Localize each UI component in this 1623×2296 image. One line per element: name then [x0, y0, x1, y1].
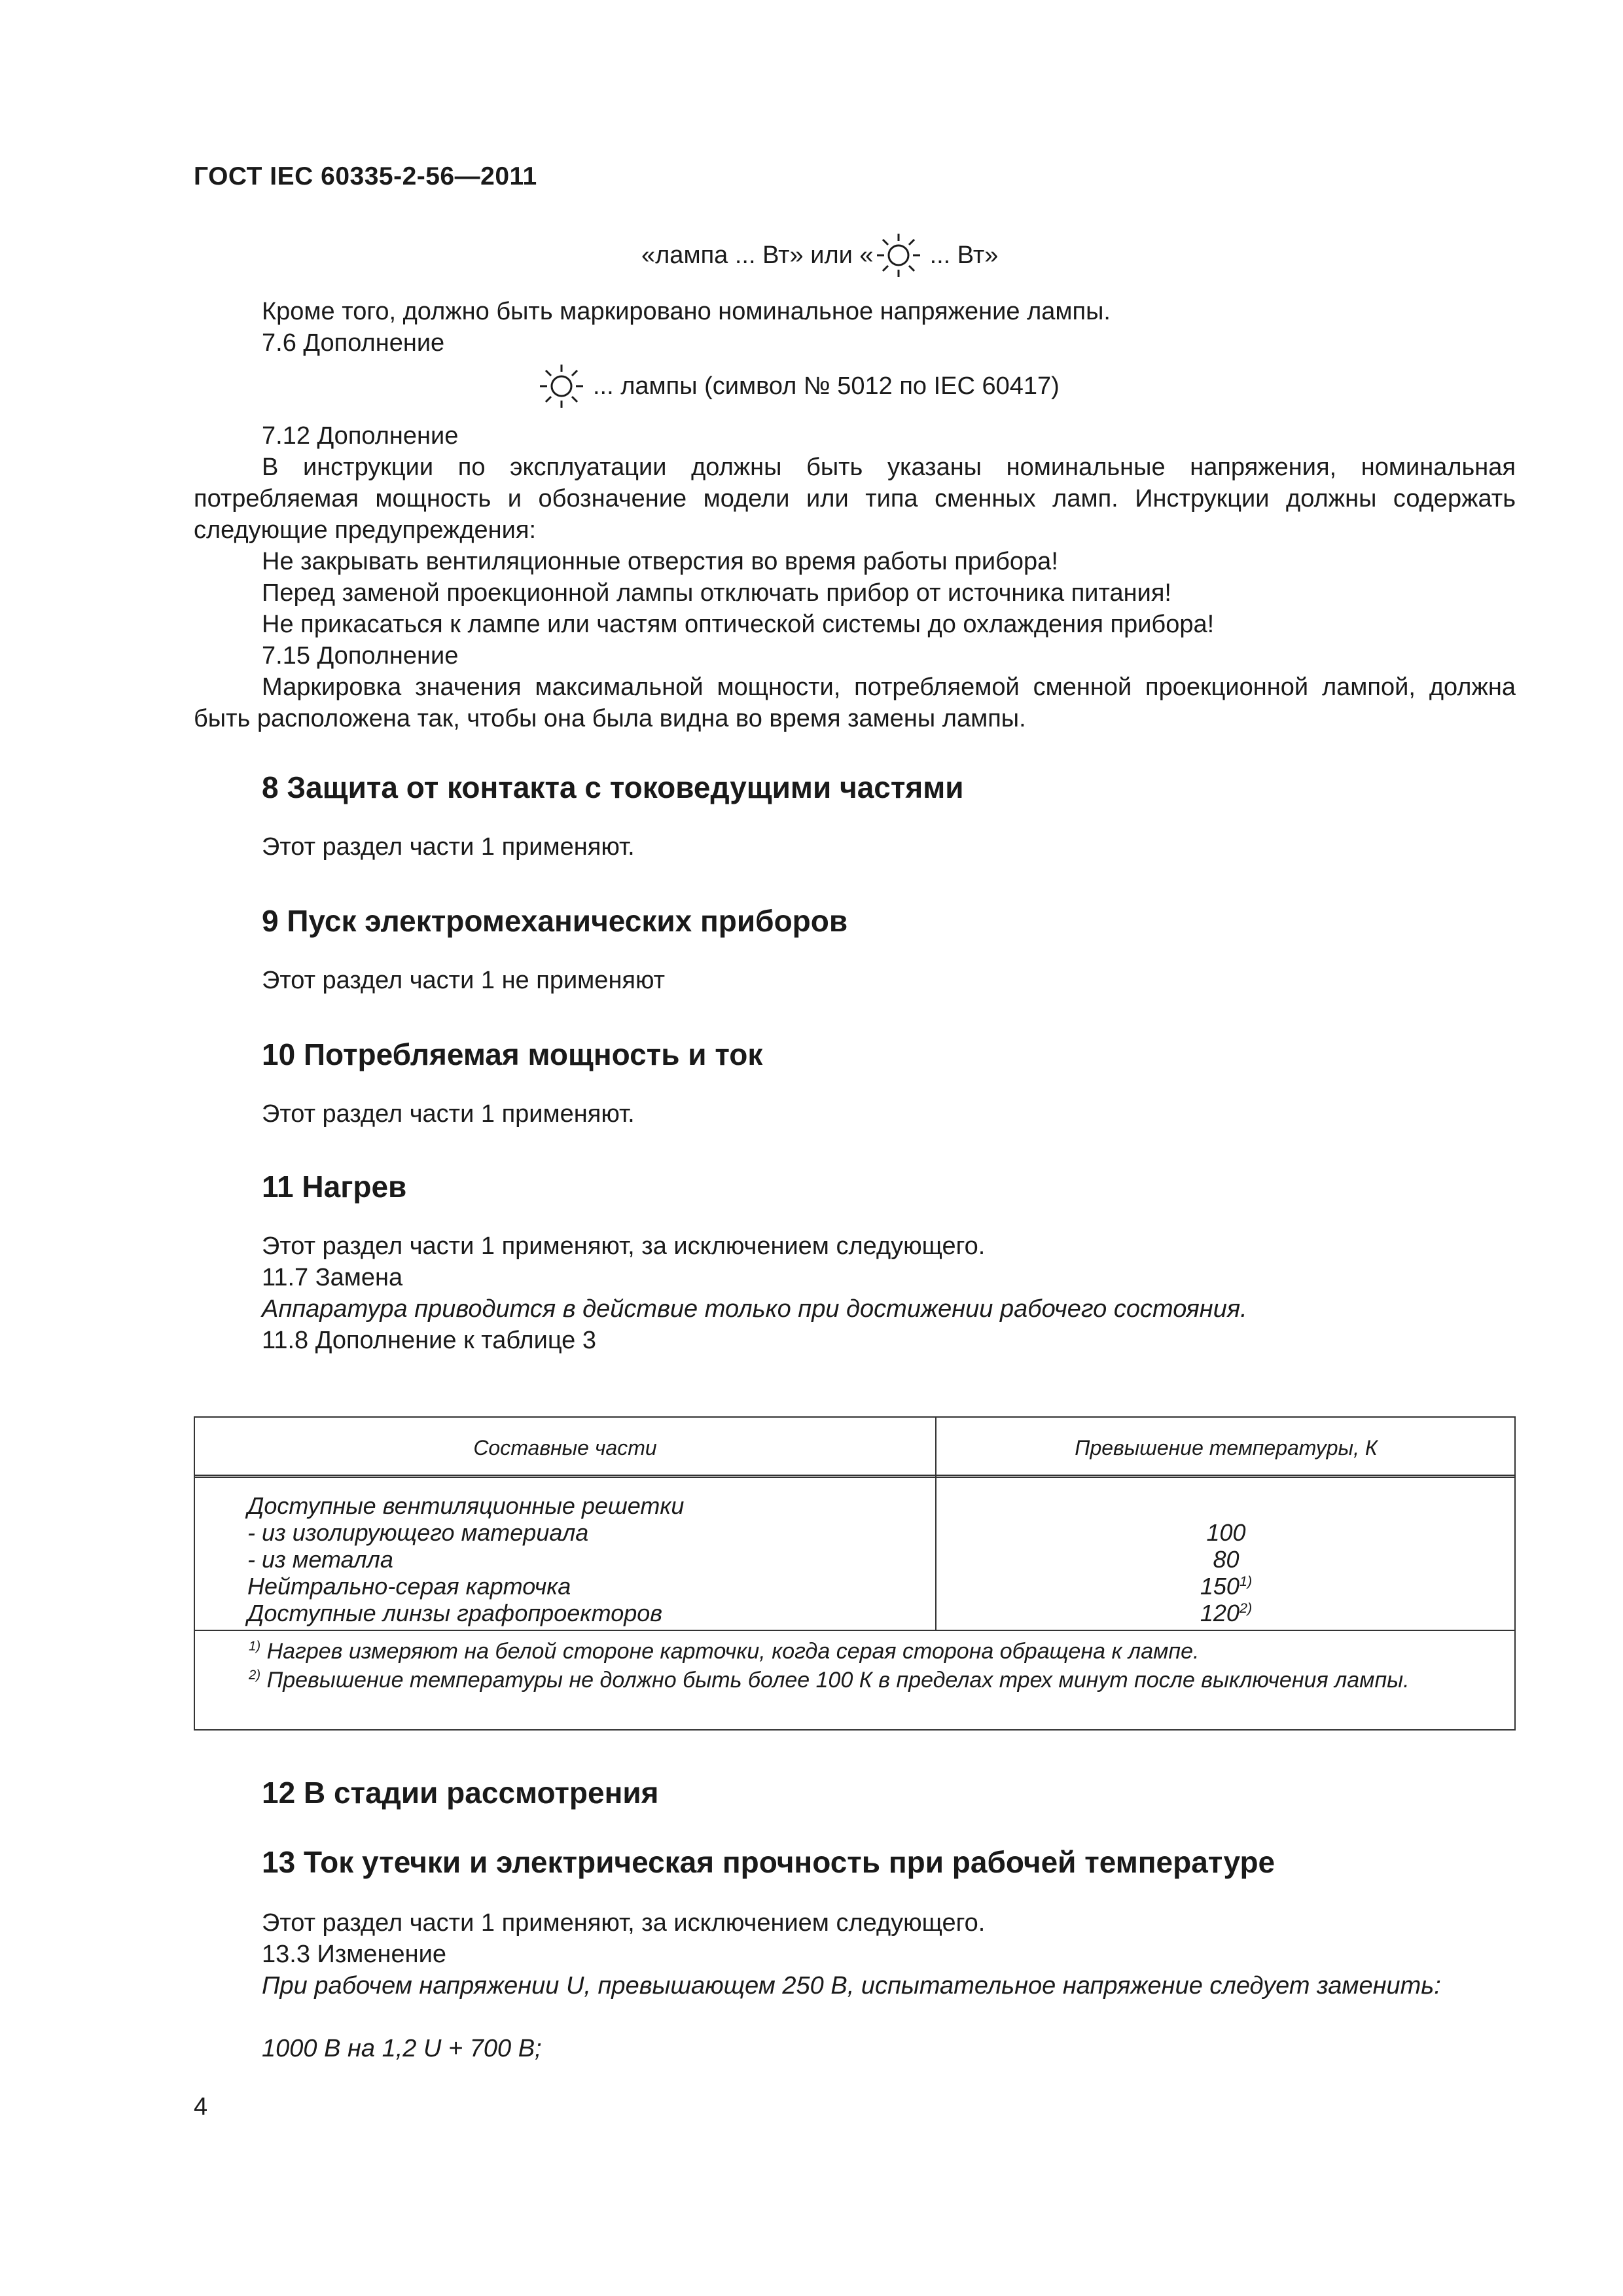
table-row-part: - из изолирующего материала: [247, 1519, 589, 1546]
standard-code: ГОСТ IEC 60335-2-56—2011: [194, 162, 537, 190]
section-11-text: Этот раздел части 1 применяют, за исключением следующего.: [262, 1232, 986, 1260]
clause-7-12: 7.12 Дополнение: [262, 422, 459, 450]
table-row-part: Нейтрально-серая карточка: [247, 1573, 571, 1600]
section-10-text: Этот раздел части 1 применяют.: [262, 1100, 635, 1128]
table-row-value: 150$^{1)}$: [1200, 1573, 1253, 1600]
formula-13-3: 1000 В на 1,2 U + 700 В;: [262, 2035, 542, 2062]
section-8-text: Этот раздел части 1 применяют.: [262, 833, 635, 861]
symbol-text: ... лампы (символ № 5012 по IEC 60417): [593, 372, 1060, 400]
lamp-sun-icon: [874, 230, 923, 280]
table-header-parts: Составные части: [473, 1435, 657, 1460]
para-7-15: Маркировка значения максимальной мощности, потребляемой сменной проекционной лампой, должна быть расположена так, чтобы она была видна во время замены лампы.: [194, 673, 1516, 732]
section-9-text: Этот раздел части 1 не применяют: [262, 967, 666, 994]
para-13-3: При рабочем напряжении U, превышающем 250 В, испытательное напряжение следует заменить:: [262, 1972, 1441, 2000]
footnote-ref: 2): [1239, 1600, 1253, 1616]
section-12-heading: 12 В стадии рассмотрения: [262, 1776, 659, 1810]
clause-7-15: 7.15 Дополнение: [262, 642, 459, 670]
section-13-text: Этот раздел части 1 применяют, за исключением следующего.: [262, 1909, 986, 1937]
table-row-value: 120$^{2)}$: [1200, 1600, 1253, 1626]
clause-11-8: 11.8 Дополнение к таблице 3: [262, 1327, 596, 1354]
warning-1: Не закрывать вентиляционные отверстия во время работы прибора!: [262, 548, 1058, 575]
table-row-value: 100: [1206, 1519, 1246, 1546]
clause-7-6: 7.6 Дополнение: [262, 329, 445, 357]
clause-13-3: 13.3 Изменение: [262, 1941, 446, 1968]
section-9-heading: 9 Пуск электромеханических приборов: [262, 904, 848, 938]
section-13-heading: 13 Ток утечки и электрическая прочность при рабочей температуре: [262, 1845, 1275, 1879]
section-10-heading: 10 Потребляемая мощность и ток: [262, 1037, 763, 1071]
page-number: 4: [194, 2093, 208, 2121]
table-footnote-2: $^{2)}$ Превышение температуры не должно быть более 100 К в пределах трех минут после выключения лампы.: [249, 1668, 1410, 1693]
lamp-marking-left: «лампа ... Вт» или «: [641, 241, 874, 269]
lamp-marking-right: ... Вт»: [929, 241, 999, 269]
warning-3: Не прикасаться к лампе или частям оптической системы до охлаждения прибора!: [262, 611, 1215, 638]
clause-11-7: 11.7 Замена: [262, 1264, 403, 1291]
footnote-ref: 1): [1239, 1573, 1253, 1589]
temperature-rise-table: [194, 1416, 1516, 1731]
section-11-heading: 11 Нагрев: [262, 1170, 407, 1204]
para-11-7: Аппаратура приводится в действие только при достижении рабочего состояния.: [262, 1295, 1247, 1323]
symbol-line: [537, 361, 1060, 411]
table-row-part: Доступные вентиляционные решетки: [247, 1492, 685, 1519]
table-row-part: Доступные линзы графопроекторов: [247, 1600, 663, 1626]
table-row-part: - из металла: [247, 1546, 393, 1573]
section-8-heading: 8 Защита от контакта с токоведущими частями: [262, 770, 964, 804]
para-7-12: В инструкции по эксплуатации должны быть указаны номинальные напряжения, номинальная потребляемая мощность и обозначение модели или типа сменных ламп. Инструкции должны содержать следующие предупреждения:: [194, 454, 1516, 544]
table-row-value: 80: [1213, 1546, 1240, 1573]
table-footnote-1: $^{1)}$ Нагрев измеряют на белой стороне карточки, когда серая сторона обращена к лампе.: [249, 1639, 1200, 1664]
warning-2: Перед заменой проекционной лампы отключать прибор от источника питания!: [262, 579, 1171, 607]
table-notes-separator: [195, 1630, 1514, 1631]
lamp-marking-line: [641, 230, 998, 280]
voltage-note: Кроме того, должно быть маркировано номинальное напряжение лампы.: [262, 298, 1111, 325]
lamp-sun-icon: [537, 361, 586, 411]
table-header-temperature: Превышение температуры, К: [1075, 1435, 1378, 1460]
